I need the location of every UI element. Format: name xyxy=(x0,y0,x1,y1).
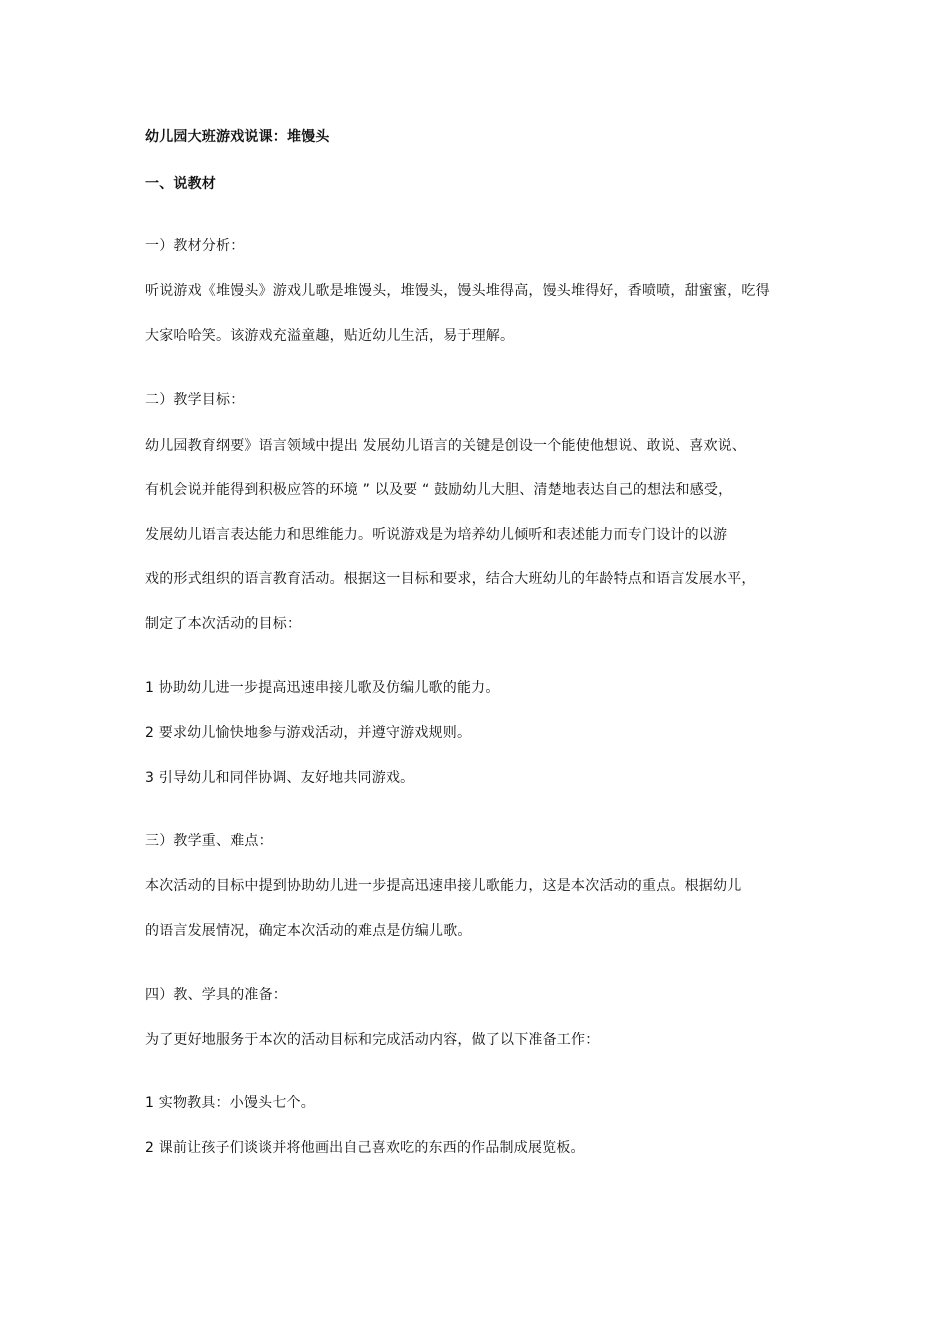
subheading-material-analysis: 一）教材分析： xyxy=(145,238,245,254)
goal-item: 2 要求幼儿愉快地参与游戏活动，并遵守游戏规则。 xyxy=(145,725,472,741)
section-heading-teaching-material: 一、说教材 xyxy=(145,176,216,192)
goal-item: 1 协助幼儿进一步提高迅速串接儿歌及仿编儿歌的能力。 xyxy=(145,680,500,696)
preparation-item: 2 课前让孩子们谈谈并将他画出自己喜欢吃的东西的作品制成展览板。 xyxy=(145,1140,585,1156)
document-title: 幼儿园大班游戏说课：堆馒头 xyxy=(145,129,330,145)
subheading-teaching-goals: 二）教学目标： xyxy=(145,392,245,408)
paragraph-line: 的语言发展情况，确定本次活动的难点是仿编儿歌。 xyxy=(145,923,472,939)
paragraph-line: 听说游戏《堆馒头》游戏儿歌是堆馒头，堆馒头，馒头堆得高，馒头堆得好，香喷喷，甜蜜蜜，吃得 xyxy=(145,283,770,299)
paragraph-line: 本次活动的目标中提到协助幼儿进一步提高迅速串接儿歌能力，这是本次活动的重点。根据幼儿 xyxy=(145,878,742,894)
subheading-key-points: 三）教学重、难点： xyxy=(145,833,273,849)
paragraph-line: 发展幼儿语言表达能力和思维能力。听说游戏是为培养幼儿倾听和表述能力而专门设计的以游 xyxy=(145,527,728,543)
paragraph-line: 制定了本次活动的目标： xyxy=(145,616,302,632)
goal-item: 3 引导幼儿和同伴协调、友好地共同游戏。 xyxy=(145,770,415,786)
paragraph-line: 幼儿园教育纲要》语言领域中提出 发展幼儿语言的关键是创设一个能使他想说、敢说、喜欢说、 xyxy=(145,438,747,454)
subheading-preparation: 四）教、学具的准备： xyxy=(145,987,287,1003)
preparation-item: 1 实物教具：小馒头七个。 xyxy=(145,1095,315,1111)
paragraph-line: 有机会说并能得到积极应答的环境 ” 以及要 “ 鼓励幼儿大胆、清楚地表达自己的想法和感受， xyxy=(145,482,733,498)
paragraph-line: 戏的形式组织的语言教育活动。根据这一目标和要求，结合大班幼儿的年龄特点和语言发展水平， xyxy=(145,571,756,587)
paragraph-line: 为了更好地服务于本次的活动目标和完成活动内容，做了以下准备工作： xyxy=(145,1032,600,1048)
paragraph-line: 大家哈哈笑。该游戏充溢童趣，贴近幼儿生活，易于理解。 xyxy=(145,328,515,344)
